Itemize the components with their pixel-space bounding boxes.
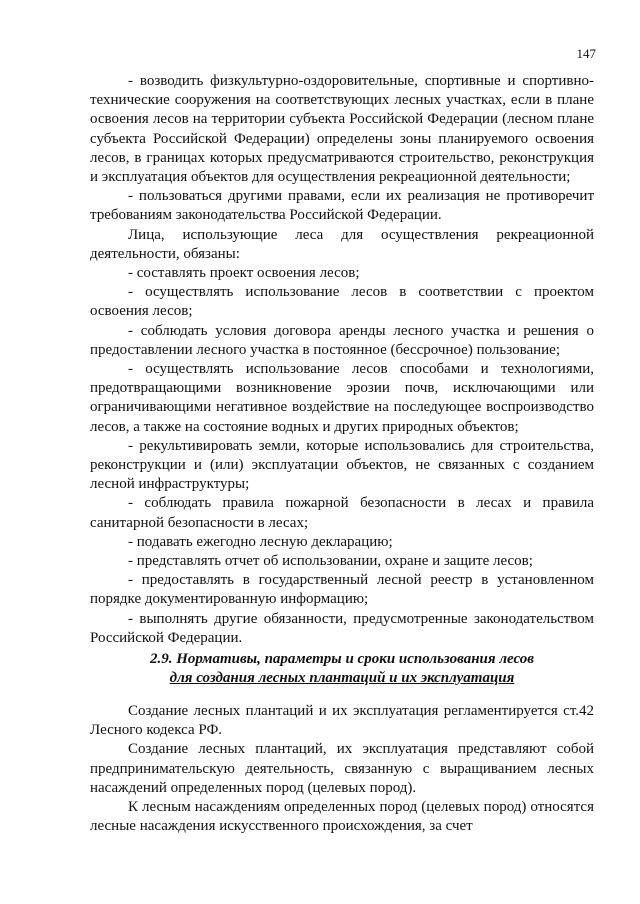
paragraph: - предоставлять в государственный лесной реестр в установленном порядке документированную информацию; bbox=[90, 572, 594, 608]
paragraph: К лесным насаждениям определенных пород (целевых пород) относятся лесные насаждения искусственного происхождения, за счет bbox=[90, 799, 594, 835]
paragraph: - соблюдать условия договора аренды лесного участка и решения о предоставлении лесного участка в постоянное (бессрочное) пользование; bbox=[90, 322, 594, 358]
paragraph: - подавать ежегодно лесную декларацию; bbox=[128, 533, 393, 550]
paragraph: Создание лесных плантаций, их эксплуатация представляют собой предпринимательскую деятельность, связанную с выращиванием лесных насаждений определенных пород (целевых пород). bbox=[90, 741, 594, 796]
paragraph: Лица, использующие леса для осуществления рекреационной деятельности, обязаны: bbox=[90, 226, 594, 262]
paragraph: - осуществлять использование лесов в соответствии с проектом освоения лесов; bbox=[90, 284, 594, 320]
body-text-upper bbox=[90, 72, 594, 648]
paragraph: - соблюдать правила пожарной безопасности в лесах и правила санитарной безопасности в лесах; bbox=[90, 495, 594, 531]
paragraph: - рекультивировать земли, которые использовались для строительства, реконструкции и (или) эксплуатации объектов, не связанных с созданием лесной инфраструктуры; bbox=[90, 437, 594, 493]
paragraph: - пользоваться другими правами, если их реализация не противоречит требованиям законодательства Российской Федерации. bbox=[90, 188, 594, 224]
paragraph: Создание лесных плантаций и их эксплуатация регламентируется ст.42 Лесного кодекса РФ. bbox=[90, 703, 594, 739]
paragraph: - осуществлять использование лесов способами и технологиями, предотвращающими возникновение эрозии почв, исключающими или ограничивающими негативное воздействие на последующее воспроизводство лесов, а также на состояние водных и других природных объектов; bbox=[90, 361, 594, 435]
paragraph: - составлять проект освоения лесов; bbox=[128, 265, 360, 282]
paragraph: - возводить физкультурно-оздоровительные, спортивные и спортивно-технические сооружения на соответствующих лесных участках, если в плане освоения лесов на территории субъекта Российской Федерации (лесном плане субъекта Российской Федерации) определены зоны планируемого освоения лесов, в границах которых предусматриваются строительство, реконструкция и эксплуатация объектов для осуществления рекреационной деятельности; bbox=[90, 73, 594, 186]
section-heading bbox=[90, 650, 594, 688]
section-heading-line-1: 2.9. Нормативы, параметры и сроки использования лесов bbox=[150, 651, 534, 667]
paragraph: - представлять отчет об использовании, охране и защите лесов; bbox=[128, 553, 533, 570]
page-number: 147 bbox=[576, 46, 596, 61]
section-heading-line-2: для создания лесных плантаций и их эксплуатация bbox=[169, 670, 515, 686]
body-text-lower bbox=[90, 702, 594, 836]
paragraph: - выполнять другие обязанности, предусмотренные законодательством Российской Федерации. bbox=[90, 610, 594, 646]
